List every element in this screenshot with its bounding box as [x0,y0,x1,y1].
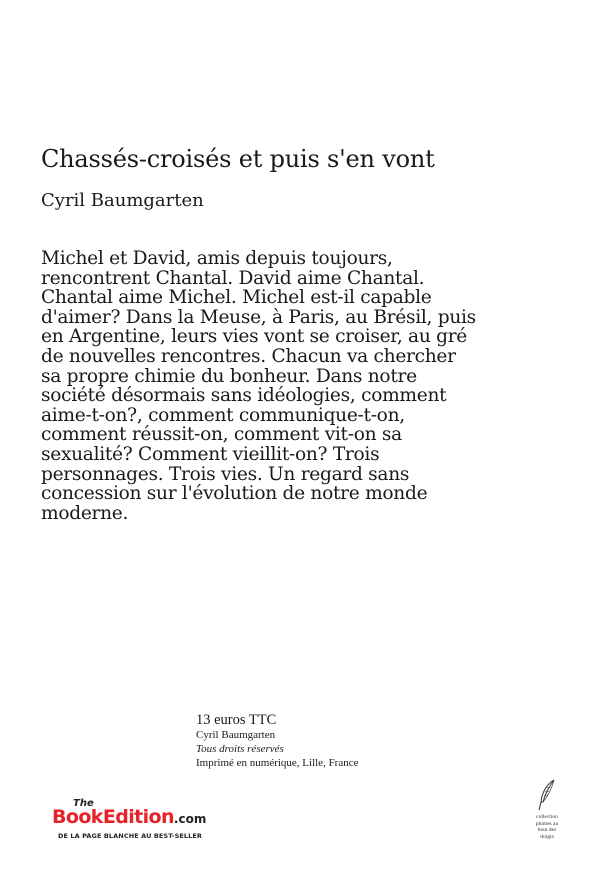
summary-line: aime-t-on?, comment communique-t-on, [41,404,405,426]
logo-name: BookEditi [52,806,149,828]
summary-line: personnages. Trois vies. Un regard sans [41,463,410,485]
logo-wordmark [52,806,206,828]
summary-line: comment réussit-on, comment vit-on sa [41,424,402,446]
summary-line: Michel et David, amis depuis toujours, [41,248,393,269]
collection-line: doigts [540,833,554,840]
book-title: Chassés-croisés et puis s'en vont [41,145,435,173]
quill-icon [536,778,558,812]
summary-line: Chantal aime Michel. Michel est-il capable [41,287,432,309]
imprint-block [196,712,359,770]
publisher-logo [52,798,252,844]
collection-badge [524,778,570,840]
summary-line: concession sur l'évolution de notre monde [41,483,428,505]
summary-line: société désormais sans idéologies, comment [41,385,447,407]
summary-line: sexualité? Comment vieillit-on? Trois [41,443,380,465]
imprint-author: Cyril Baumgarten [196,729,276,741]
collection-text [524,814,570,840]
imprint-printing: Imprimé en numérique, Lille, France [196,757,359,769]
price: 13 euros TTC [196,712,277,728]
collection-line: plumes au [535,820,559,827]
logo-tld: .com [173,812,207,826]
summary-line: sa propre chimie du bonheur. Dans notre [41,365,417,387]
book-summary [41,249,481,523]
collection-line: collection [536,814,558,820]
summary-line: en Argentine, leurs vies vont se croiser, au gré [41,326,468,348]
logo-mark: on [148,806,174,828]
imprint-rights: Tous droits réservés [196,743,284,755]
collection-line: bout des [537,827,557,833]
book-author: Cyril Baumgarten [41,190,204,211]
summary-line: de nouvelles rencontres. Chacun va chercher [41,345,456,367]
summary-line: rencontrent Chantal. David aime Chantal. [41,267,425,289]
summary-line: d'aimer? Dans la Meuse, à Paris, au Brésil, puis [41,306,476,328]
summary-line: moderne. [41,502,129,524]
publisher-tagline: DE LA PAGE BLANCHE AU BEST-SELLER [58,832,203,840]
logo-the: The [73,798,94,809]
